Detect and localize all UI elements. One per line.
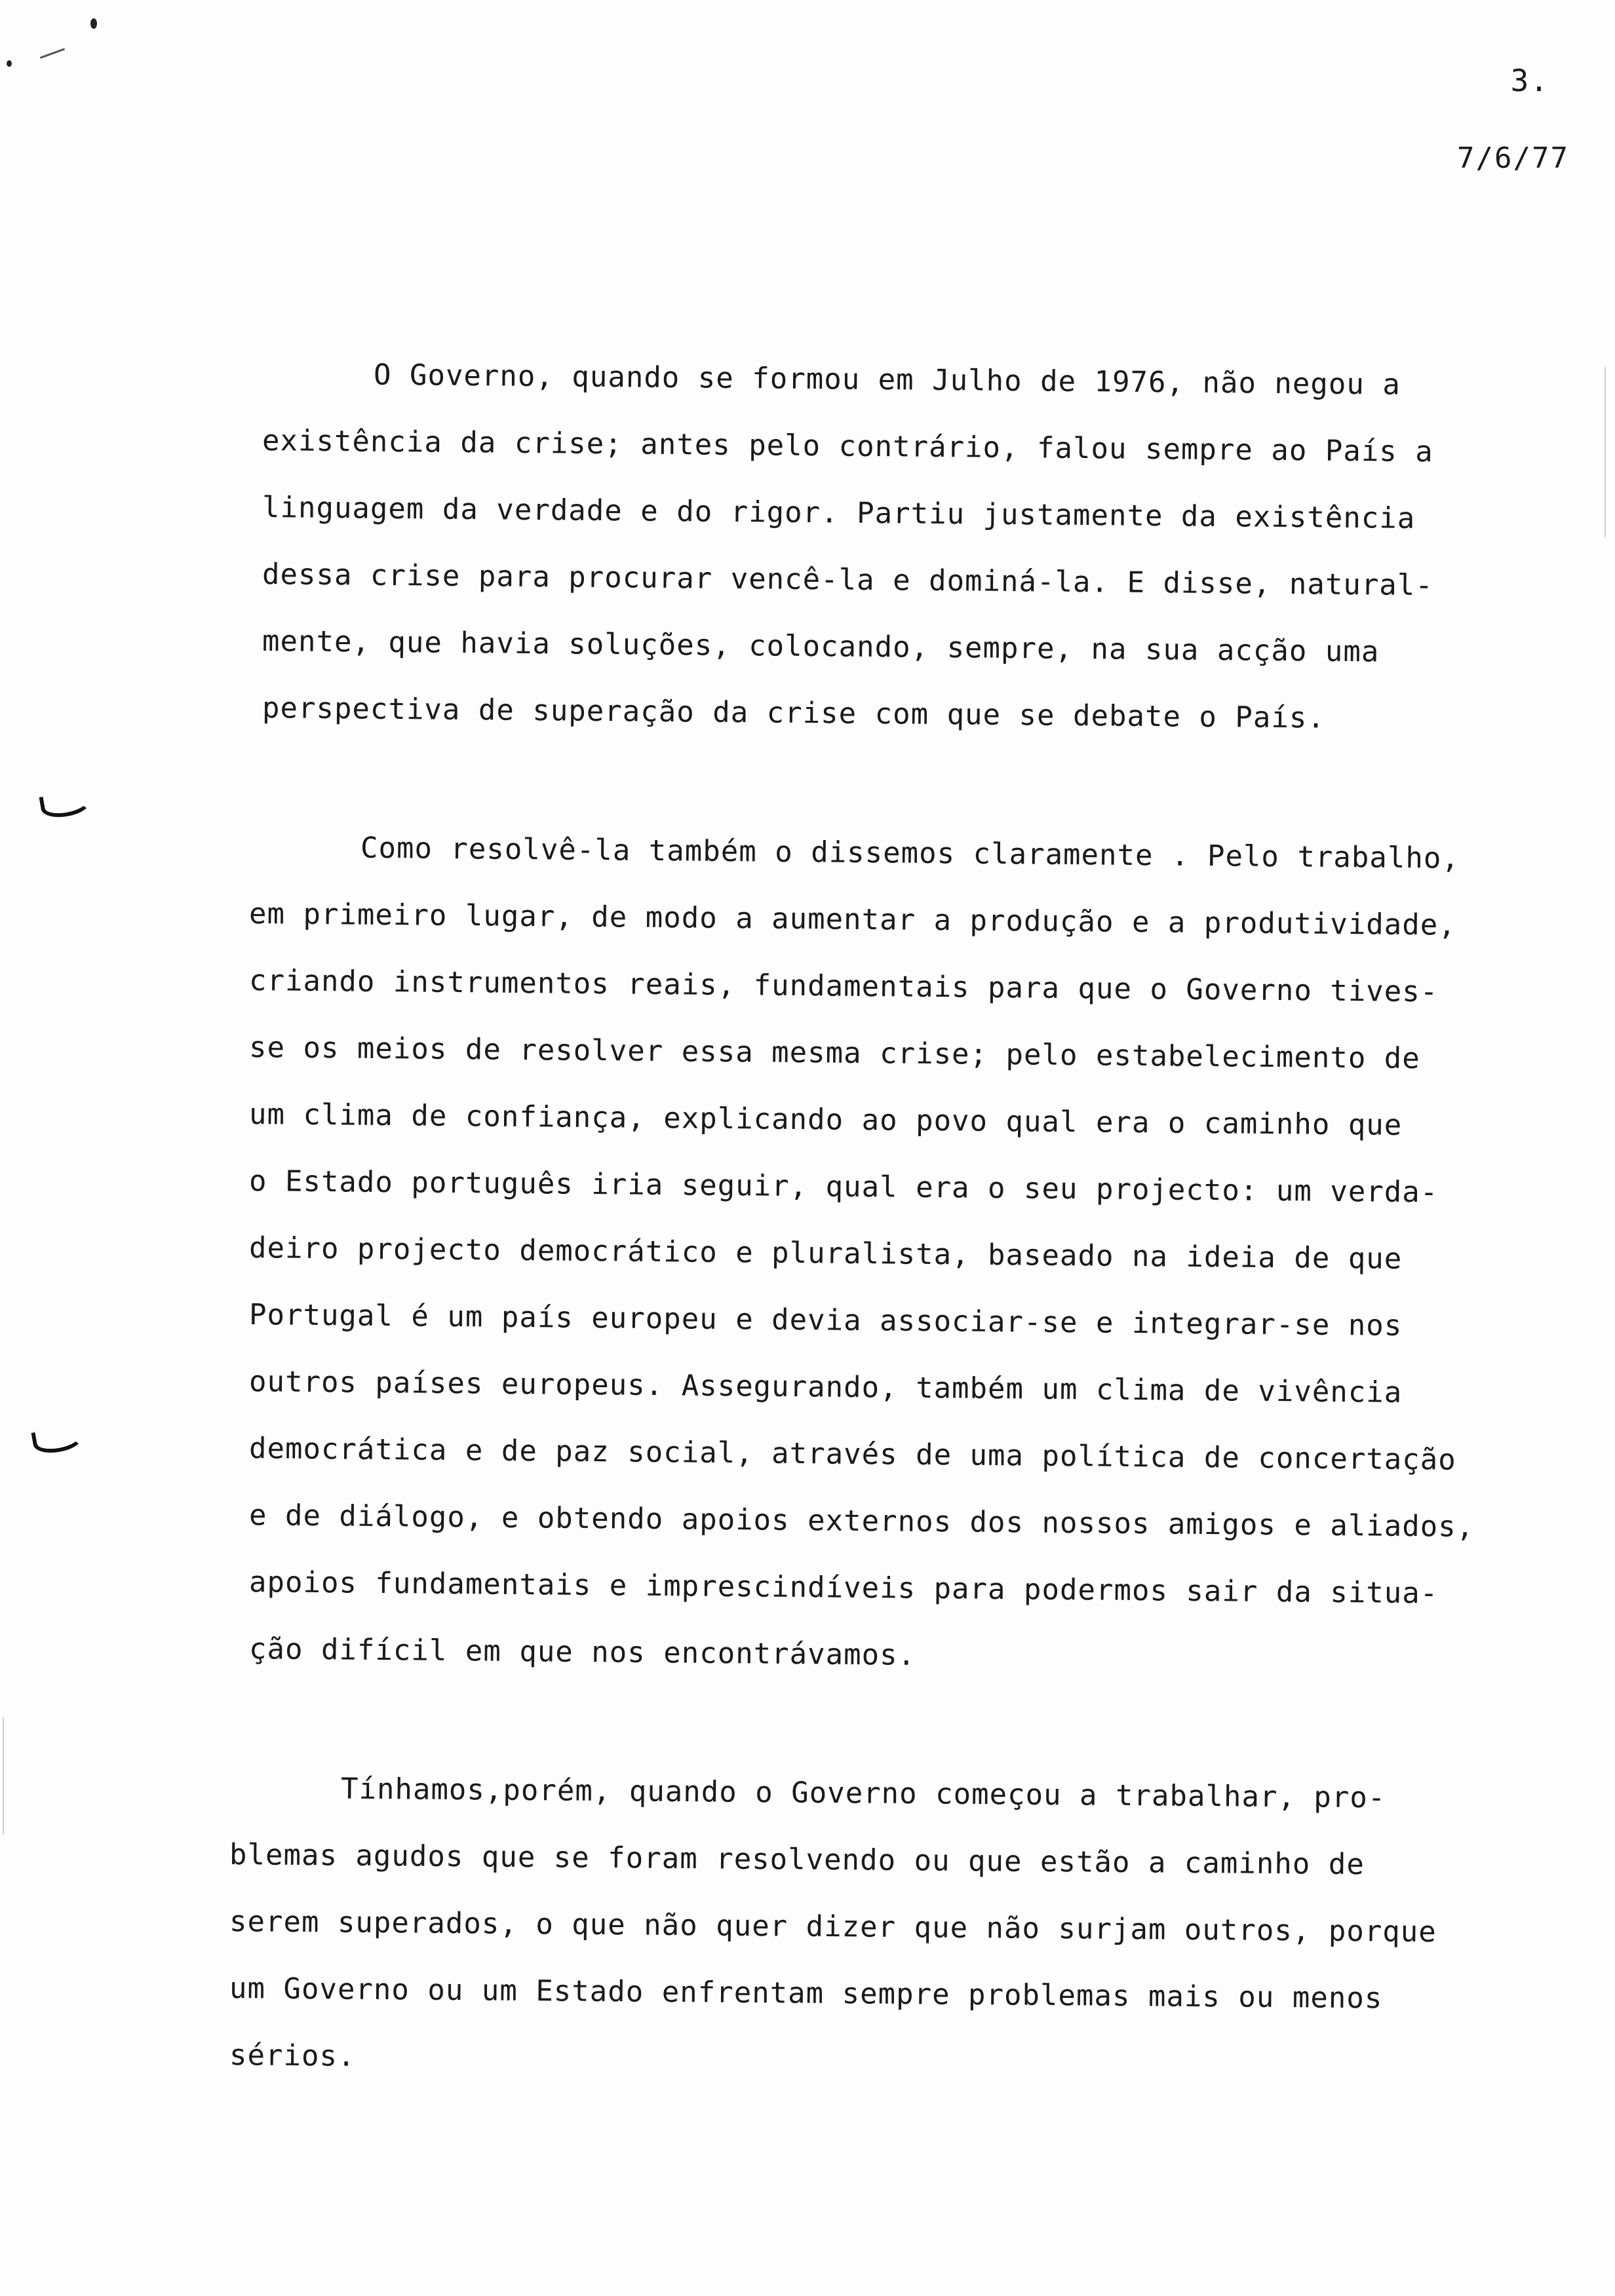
- paragraph-line: se os meios de resolver essa mesma crise; pelo estabelecimento de: [248, 1031, 1421, 1076]
- paragraph-3: [229, 1755, 1560, 2089]
- page-number: 3.: [1510, 63, 1549, 98]
- paragraph-line: e de diálogo, e obtendo apoios externos dos nossos amigos e aliados,: [248, 1499, 1475, 1544]
- document-body: [229, 341, 1560, 2089]
- paragraph-line: linguagem da verdade e do rigor. Partiu justamente da existência: [262, 491, 1416, 535]
- ink-speck: [90, 18, 97, 29]
- paragraph-line: sérios.: [229, 2038, 356, 2073]
- margin-check-mark: [39, 789, 92, 821]
- paragraph-line: perspectiva de superação da crise com que se debate o País.: [262, 691, 1326, 735]
- paragraph-line: O Governo, quando se formou em Julho de 1976, não negou a: [373, 358, 1401, 402]
- paragraph-line: outros países europeus. Assegurando, também um clima de vivência: [248, 1365, 1403, 1409]
- scan-edge-line: [3, 1717, 4, 1835]
- paragraph-line: Portugal é um país europeu e devia associar-se e integrar-se nos: [248, 1298, 1403, 1343]
- paragraph-line: um Governo ou um Estado enfrentam sempre problemas mais ou menos: [229, 1972, 1383, 2016]
- paragraph-line: criando instrumentos reais, fundamentais para que o Governo tives-: [248, 964, 1439, 1009]
- paragraph-1: [262, 341, 1560, 742]
- paragraph-line: um clima de confiança, explicando ao povo qual era o caminho que: [248, 1098, 1403, 1142]
- margin-check-mark: [31, 1425, 84, 1457]
- paragraph-line: serem superados, o que não quer dizer que não surjam outros, porque: [229, 1905, 1437, 1949]
- paragraph-line: blemas agudos que se foram resolvendo ou que estão a caminho de: [229, 1838, 1365, 1882]
- paragraph-line: em primeiro lugar, de modo a aumentar a produção e a produtividade,: [248, 897, 1457, 942]
- paragraph-line: dessa crise para procurar vencê-la e dominá-la. E disse, natural-: [262, 558, 1434, 603]
- page-date: 7/6/77: [1457, 142, 1569, 175]
- paragraph-line: mente, que havia soluções, colocando, sempre, na sua acção uma: [262, 624, 1380, 669]
- paragraph-line: Tínhamos,porém, quando o Governo começou a trabalhar, pro-: [340, 1772, 1386, 1815]
- ink-stroke: [40, 48, 66, 58]
- paragraph-2: [249, 814, 1560, 1683]
- paragraph-line: existência da crise; antes pelo contrário, falou sempre ao País a: [262, 424, 1434, 469]
- paragraph-line: apoios fundamentais e imprescindíveis para podermos sair da situa-: [248, 1565, 1439, 1611]
- paragraph-line: ção difícil em que nos encontrávamos.: [248, 1632, 916, 1672]
- paragraph-line: democrática e de paz social, através de uma política de concertação: [248, 1432, 1457, 1477]
- paragraph-line: o Estado português iria seguir, qual era o seu projecto: um verda-: [248, 1164, 1439, 1210]
- paragraph-line: Como resolvê-la também o dissemos claramente . Pelo trabalho,: [360, 831, 1460, 875]
- ink-speck: [7, 60, 12, 67]
- paragraph-line: deiro projecto democrático e pluralista, baseado na ideia de que: [248, 1231, 1403, 1276]
- scan-edge-line: [1605, 367, 1606, 537]
